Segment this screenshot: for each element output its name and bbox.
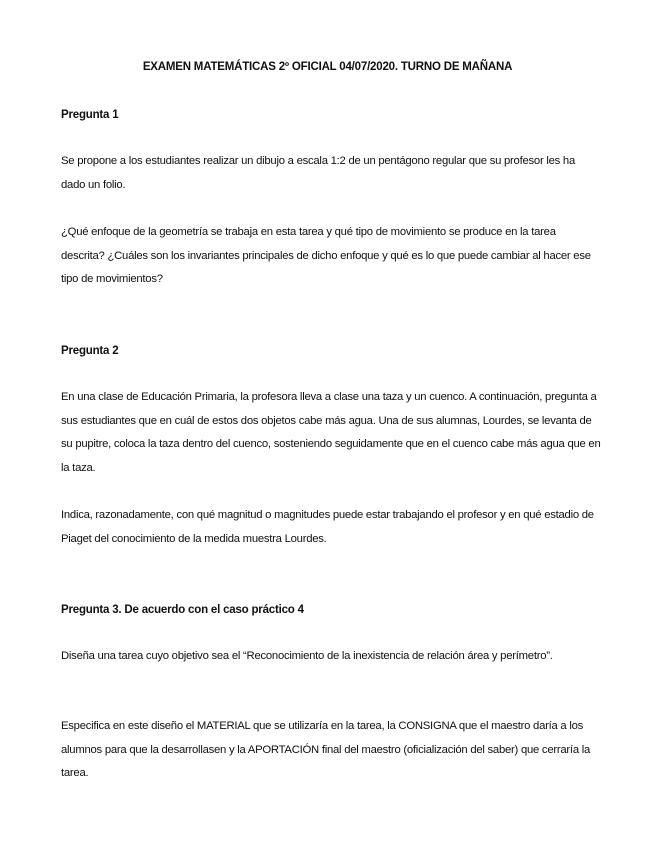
question-2-heading: Pregunta 2	[61, 345, 119, 357]
question-1-paragraph-2: ¿Qué enfoque de la geometría se trabaja en esta tarea y qué tipo de movimiento se produce en la tarea descrita? ¿Cuáles son los invariantes principales de dicho enfoque y qué es lo que puede cambiar al hacer ese tipo de movimientos?	[61, 226, 591, 285]
question-2-paragraph-1: En una clase de Educación Primaria, la profesora lleva a clase una taza y un cuenco. A continuación, pregunta a sus estudiantes que en cuál de estos dos objetos cabe más agua. Una de sus alumnas, Lourdes, se levanta de su pupitre, coloca la taza dentro del cuenco, sosteniendo seguidamente que en el cuenco cabe más agua que en la taza.	[61, 391, 601, 474]
question-2-paragraph-2: Indica, razonadamente, con qué magnitud o magnitudes puede estar trabajando el profesor y en qué estadio de Piaget del conocimiento de la medida muestra Lourdes.	[61, 509, 594, 545]
question-1-paragraph-1: Se propone a los estudiantes realizar un dibujo a escala 1:2 de un pentágono regular que su profesor les ha dado un folio.	[61, 155, 575, 191]
question-3-paragraph-2: Especifica en este diseño el MATERIAL que se utilizaría en la tarea, la CONSIGNA que el maestro daría a los alumnos para que la desarrollasen y la APORTACIÓN final del maestro (oficialización del saber) que cerraría la tarea.	[61, 720, 591, 779]
exam-title: EXAMEN MATEMÁTICAS 2º OFICIAL 04/07/2020. TURNO DE MAÑANA	[142, 61, 513, 73]
question-1-heading: Pregunta 1	[61, 109, 119, 121]
question-3-paragraph-1: Diseña una tarea cuyo objetivo sea el “Reconocimiento de la inexistencia de relación área y perímetro”.	[61, 650, 553, 662]
question-3-heading: Pregunta 3. De acuerdo con el caso práctico 4	[61, 604, 304, 616]
